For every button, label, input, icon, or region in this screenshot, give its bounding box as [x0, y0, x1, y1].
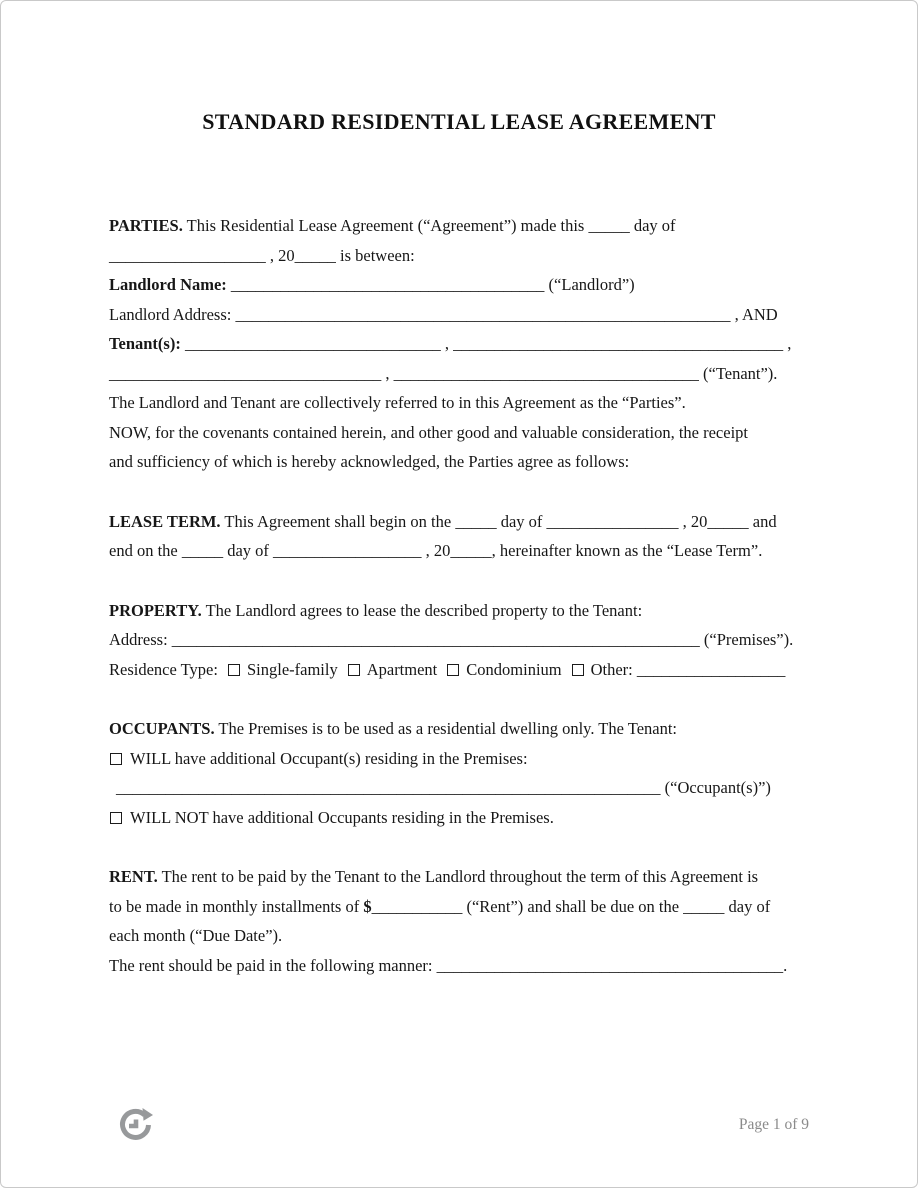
- occupant-names-blank-line: __________________________________________________________________ (“Occupant(s)”): [116, 778, 771, 797]
- rent-section: [109, 862, 809, 980]
- brand-logo-icon: [117, 1107, 153, 1143]
- option-condominium-label: Condominium: [466, 659, 562, 679]
- rent-line-2-text-a: to be made in monthly installments of: [109, 896, 364, 916]
- tenants-label: Tenant(s):: [109, 334, 181, 353]
- rent-heading: RENT.: [109, 867, 158, 886]
- landlord-name-label: Landlord Name:: [109, 275, 227, 294]
- property-section: [109, 596, 809, 685]
- page-footer: [117, 1107, 809, 1143]
- occupants-will-text: WILL have additional Occupant(s) residing in the Premises:: [130, 748, 528, 768]
- parties-line-2: ___________________ , 20_____ is between:: [109, 245, 415, 265]
- rent-payment-manner-line: The rent should be paid in the following manner: __________________________________________.: [109, 955, 788, 975]
- checkbox-other[interactable]: [572, 664, 584, 676]
- lease-term-line-1: [109, 507, 809, 537]
- occupants-heading: OCCUPANTS.: [109, 719, 215, 738]
- property-line-1-text: The Landlord agrees to lease the described property to the Tenant:: [201, 600, 643, 620]
- lease-term-line-1-text: This Agreement shall begin on the _____ day of ________________ , 20_____ and: [220, 511, 777, 531]
- checkbox-apartment[interactable]: [348, 664, 360, 676]
- rent-dollar-sign: $: [363, 896, 372, 916]
- tenants-blanks-1: _______________________________ , ________________________________________ ,: [180, 334, 792, 353]
- checkbox-condominium[interactable]: [447, 664, 459, 676]
- lease-term-line-2: end on the _____ day of __________________ , 20_____, hereinafter known as the “Lease Term”.: [109, 541, 763, 560]
- option-other-label: Other:: [590, 659, 633, 679]
- rent-line-1: [109, 862, 809, 892]
- occupants-will-not-line: [109, 803, 809, 833]
- option-apartment-label: Apartment: [366, 659, 438, 679]
- residence-type-label: Residence Type:: [109, 659, 218, 679]
- occupants-line-1: [109, 714, 809, 744]
- checkbox-will-have-occupants[interactable]: [110, 753, 122, 765]
- lease-term-section: [109, 507, 809, 566]
- occupants-will-not-text: WILL NOT have additional Occupants residing in the Premises.: [130, 807, 554, 827]
- checkbox-single-family[interactable]: [228, 664, 240, 676]
- tenants-line-2: _________________________________ , _____________________________________ (“Tenant”).: [109, 363, 778, 383]
- occupants-line-1-text: The Premises is to be used as a residential dwelling only. The Tenant:: [214, 719, 678, 738]
- parties-collective-line: The Landlord and Tenant are collectively referred to in this Agreement as the “Parties”.: [109, 393, 686, 412]
- landlord-name-line: [109, 270, 809, 300]
- document-title: STANDARD RESIDENTIAL LEASE AGREEMENT: [202, 109, 716, 134]
- property-line-1: [109, 596, 809, 626]
- lease-term-heading: LEASE TERM.: [109, 511, 221, 531]
- rent-line-3: each month (“Due Date”).: [109, 926, 283, 945]
- checkbox-will-not-have-occupants[interactable]: [110, 812, 122, 824]
- rent-line-1-text: The rent to be paid by the Tenant to the Landlord throughout the term of this Agreement is: [157, 867, 759, 886]
- rent-line-2: [109, 892, 809, 922]
- parties-line-1-text: This Residential Lease Agreement (“Agreement”) made this _____ day of: [182, 216, 676, 235]
- property-address-line: Address: ________________________________________________________________ (“Premises”).: [109, 630, 794, 649]
- parties-section: [109, 211, 809, 477]
- occupants-section: [109, 714, 809, 832]
- landlord-address-line: Landlord Address: ____________________________________________________________ , AND: [109, 304, 778, 324]
- occupants-will-line: [109, 744, 809, 774]
- parties-now-line-2: and sufficiency of which is hereby acknowledged, the Parties agree as follows:: [109, 452, 630, 471]
- tenants-line-1: [109, 329, 809, 359]
- property-heading: PROPERTY.: [109, 600, 202, 620]
- rent-line-2-text-b: ___________ (“Rent”) and shall be due on the _____ day of: [371, 896, 771, 916]
- residence-type-line: [109, 655, 809, 685]
- parties-now-line-1: NOW, for the covenants contained herein, and other good and valuable consideration, the receipt: [109, 422, 748, 442]
- parties-line-1: [109, 211, 809, 241]
- parties-heading: PARTIES.: [109, 216, 183, 235]
- page-number: Page 1 of 9: [738, 1116, 809, 1133]
- landlord-name-blank: ______________________________________ (“Landlord”): [226, 275, 635, 294]
- other-blank: __________________: [632, 659, 786, 679]
- option-single-family-label: Single-family: [246, 659, 338, 679]
- document-body: [1, 1, 917, 980]
